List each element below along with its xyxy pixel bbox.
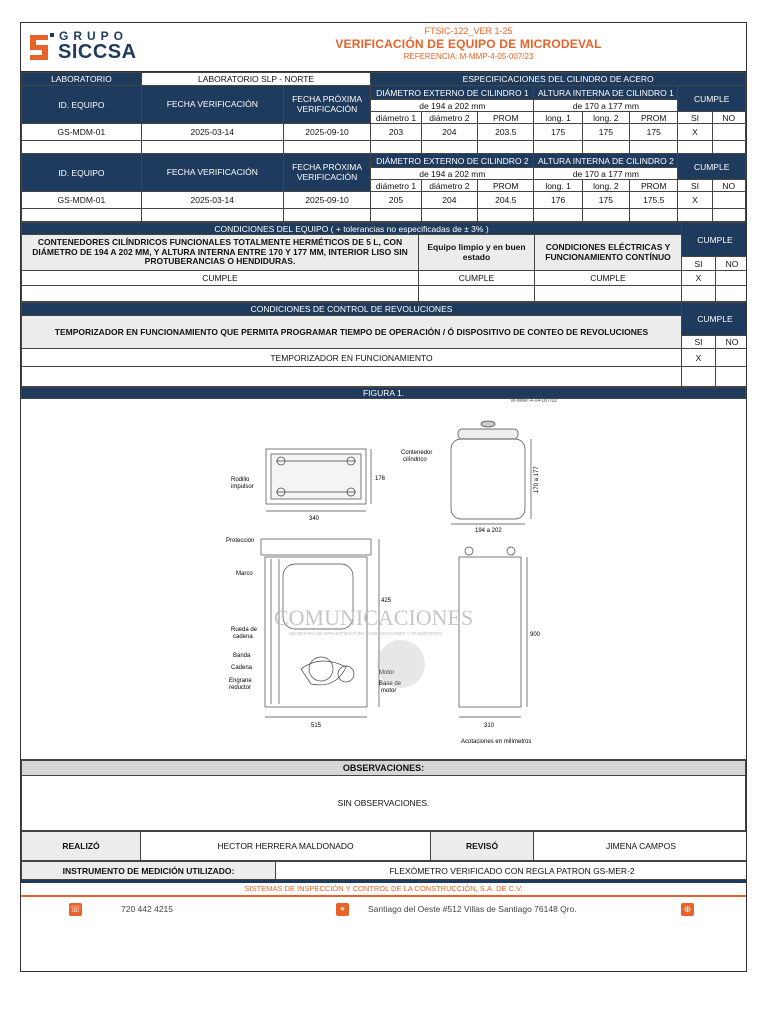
si-col-2: SI — [678, 180, 712, 192]
revolutions-cumple-header: CUMPLE — [682, 303, 748, 336]
fecha-prox-header: FECHA PRÓXIMA VERIFICACIÓN — [283, 86, 371, 124]
lab-value: LABORATORIO SLP - NORTE — [141, 73, 371, 86]
watermark-text: COMUNICACIONES — [274, 605, 474, 630]
dim-176: 176 — [375, 476, 386, 482]
cyl2-id: GS-MDM-01 — [22, 192, 142, 209]
seal-watermark-icon — [377, 640, 425, 688]
logo-grupo-text: GRUPO — [59, 29, 129, 43]
instrument-label: INSTRUMENTO DE MEDICIÓN UTILIZADO: — [22, 862, 276, 880]
label-base-motor: motor — [381, 688, 397, 694]
label-rueda: Rueda de — [231, 627, 258, 633]
reference-code: REFERENCIA: M-MMP-4-05-007/23 — [403, 52, 534, 61]
cyl1-id: GS-MDM-01 — [22, 124, 142, 141]
condition-2-result: CUMPLE — [419, 271, 535, 286]
watermark-subtitle: SECRETARÍA DE INFRAESTRUCTURA, COMUNICACIONES Y TRANSPORTES — [289, 631, 442, 636]
alt1-range: de 170 a 177 mm — [534, 100, 678, 112]
document-header — [21, 23, 746, 72]
long2-col: long. 2 — [582, 112, 629, 124]
cyl1-dprom: 203.5 — [478, 124, 534, 141]
diam2-col-2: diámetro 2 — [421, 180, 477, 192]
cyl2-l2: 175 — [582, 192, 629, 209]
revolutions-no-mark — [716, 349, 748, 367]
long1-col: long. 1 — [534, 112, 582, 124]
whatsapp-icon: ☏ — [69, 904, 82, 914]
globe-icon: ⊕ — [681, 903, 694, 916]
label-cilindrico: cilíndrico — [403, 457, 427, 463]
header-text-block — [221, 26, 716, 61]
observations-title: OBSERVACIONES: — [22, 761, 746, 776]
dim-170-177: 170 a 177 — [534, 466, 540, 493]
condition-2-text: Equipo limpio y en buen estado — [419, 235, 535, 271]
label-proteccion: Protección — [226, 538, 255, 544]
cyl1-fecha-prox: 2025-09-10 — [283, 124, 371, 141]
label-cadena-1: cadena — [233, 634, 253, 640]
alt2-title: ALTURA INTERNA DE CILINDRO 2 — [534, 154, 678, 168]
cyl2-fecha: 2025-03-14 — [141, 192, 283, 209]
cyl1-lprom: 175 — [630, 124, 678, 141]
lprom-col-2: PROM — [630, 180, 678, 192]
cyl2-no — [712, 192, 745, 209]
label-base: Base de — [379, 681, 402, 687]
footer-contact — [21, 897, 746, 921]
revolutions-si-mark: X — [682, 349, 716, 367]
form-code: FTSIC-122_VER 1-25 — [424, 26, 513, 36]
conditions-cumple-header: CUMPLE — [682, 223, 747, 257]
dim-194-202: 194 a 202 — [475, 528, 502, 534]
si-col: SI — [678, 112, 712, 124]
cyl2-si: X — [678, 192, 712, 209]
label-reductor: reductor — [229, 685, 252, 691]
instrument-table — [21, 861, 747, 880]
alt1-title: ALTURA INTERNA DE CILINDRO 1 — [534, 86, 678, 100]
reviso-name: JIMENA CAMPOS — [534, 832, 748, 861]
microdeval-drawing-icon — [21, 399, 746, 759]
cyl2-lprom: 175.5 — [630, 192, 678, 209]
cyl2-d2: 204 — [421, 192, 477, 209]
diam1-title: DIÁMETRO EXTERNO DE CILINDRO 1 — [371, 86, 534, 100]
revolutions-title: CONDICIONES DE CONTROL DE REVOLUCIONES — [22, 303, 682, 316]
verification-sheet — [20, 22, 747, 972]
label-banda: Banda — [233, 653, 251, 659]
diam1-col-2: diámetro 1 — [371, 180, 421, 192]
label-cadena-2: Cadena — [231, 665, 253, 671]
cyl2-d1: 205 — [371, 192, 421, 209]
realizo-name: HECTOR HERRERA MALDONADO — [141, 832, 431, 861]
dimensions-note: Acotaciones en milímetros — [461, 739, 532, 745]
revolutions-result: TEMPORIZADOR EN FUNCIONAMIENTO — [22, 349, 682, 367]
diam1-range: de 194 a 202 mm — [371, 100, 534, 112]
cylinder-1-table — [21, 72, 746, 222]
cumple-header: CUMPLE — [678, 86, 746, 112]
cyl1-d2: 204 — [421, 124, 477, 141]
footer-address: Santiago del Oeste #512 Villas de Santiago 76148 Qro. — [368, 904, 577, 914]
label-impulsor: impulsor — [231, 484, 254, 490]
no-col-2: NO — [712, 180, 745, 192]
observations-text: SIN OBSERVACIONES. — [22, 776, 746, 831]
reviso-label: REVISÓ — [431, 832, 534, 861]
figure-title: FIGURA 1. — [22, 388, 746, 399]
logo-siccsa-text: SICCSA — [58, 41, 137, 63]
conditions-title: CONDICIONES DEL EQUIPO ( + tolerancias no especificadas de ± 3% ) — [22, 223, 682, 235]
footer-company: SISTEMAS DE INSPECCIÓN Y CONTROL DE LA CONSTRUCCIÓN, S.A. DE C.V. — [244, 884, 523, 893]
condition-3-text: CONDICIONES ELÉCTRICAS Y FUNCIONAMIENTO CONTÍNUO — [535, 235, 682, 271]
figure-header-table — [21, 387, 746, 399]
revolutions-text: TEMPORIZADOR EN FUNCIONAMIENTO QUE PERMITA PROGRAMAR TIEMPO DE OPERACIÓN / Ó DISPOSITIVO DE CONTEO DE REVOLUCIONES — [22, 316, 682, 349]
dprom-col-2: PROM — [478, 180, 534, 192]
fecha-prox-header-2: FECHA PRÓXIMA VERIFICACIÓN — [283, 154, 371, 192]
cyl1-l2: 175 — [582, 124, 629, 141]
dim-900: 900 — [530, 632, 541, 638]
realizo-label: REALIZÓ — [22, 832, 141, 861]
long2-col-2: long. 2 — [582, 180, 629, 192]
figure-ref: M-MMP-4-04-007/02 — [511, 399, 558, 404]
conditions-si-col: SI — [682, 257, 716, 271]
id-equipo-header-2: ID. EQUIPO — [22, 154, 142, 192]
no-col: NO — [712, 112, 745, 124]
diam2-col: diámetro 2 — [421, 112, 477, 124]
location-pin-icon: ⌖ — [336, 903, 349, 916]
footer-phone: 720 442 4215 — [121, 904, 173, 914]
company-logo — [26, 27, 146, 67]
condition-3-result: CUMPLE — [535, 271, 682, 286]
cyl1-l1: 175 — [534, 124, 582, 141]
dim-310: 310 — [484, 723, 495, 729]
dprom-col: PROM — [478, 112, 534, 124]
conditions-si-mark: X — [682, 271, 716, 286]
alt2-range: de 170 a 177 mm — [534, 168, 678, 180]
id-equipo-header: ID. EQUIPO — [22, 86, 142, 124]
document-title: VERIFICACIÓN DE EQUIPO DE MICRODEVAL — [335, 37, 602, 51]
cyl2-dprom: 204.5 — [478, 192, 534, 209]
fecha-header-2: FECHA VERIFICACIÓN — [141, 154, 283, 192]
condition-1-text: CONTENEDORES CILÍNDRICOS FUNCIONALES TOTALMENTE HERMÉTICOS DE 5 L, CON DIÁMETRO DE 194 A 202 MM, Y ALTURA INTERNA ENTRE 170 Y 177 MM, INTERIOR LISO SIN PROTUBERANCIAS O HENDIDURAS. — [22, 235, 419, 271]
conditions-table — [21, 222, 747, 302]
lab-label: LABORATORIO — [22, 73, 142, 86]
diam2-title: DIÁMETRO EXTERNO DE CILINDRO 2 — [371, 154, 534, 168]
cyl2-l1: 176 — [534, 192, 582, 209]
long1-col-2: long. 1 — [534, 180, 582, 192]
fecha-header: FECHA VERIFICACIÓN — [141, 86, 283, 124]
dim-425: 425 — [381, 598, 392, 604]
conditions-no-col: NO — [716, 257, 747, 271]
dim-515: 515 — [311, 723, 322, 729]
conditions-no-mark — [716, 271, 747, 286]
lprom-col: PROM — [630, 112, 678, 124]
cyl1-d1: 203 — [371, 124, 421, 141]
revolutions-no-col: NO — [716, 336, 748, 349]
condition-1-result: CUMPLE — [22, 271, 419, 286]
label-engrane: Engrane — [229, 678, 252, 684]
label-contenedor: Contenedor — [401, 450, 433, 456]
revolutions-si-col: SI — [682, 336, 716, 349]
cyl2-fecha-prox: 2025-09-10 — [283, 192, 371, 209]
label-motor: Motor — [379, 670, 395, 676]
observations-table — [21, 760, 746, 831]
cyl1-fecha: 2025-03-14 — [141, 124, 283, 141]
label-marco: Marco — [236, 571, 253, 577]
cyl1-no — [712, 124, 745, 141]
cumple-header-2: CUMPLE — [678, 154, 746, 180]
cyl1-si: X — [678, 124, 712, 141]
diam2-range: de 194 a 202 mm — [371, 168, 534, 180]
figure-area — [21, 399, 746, 760]
signatures-table — [21, 831, 747, 861]
dim-340: 340 — [309, 516, 320, 522]
diam1-col: diámetro 1 — [371, 112, 421, 124]
revolutions-table — [21, 302, 747, 387]
instrument-value: FLEXÓMETRO VERIFICADO CON REGLA PATRON GS-MER-2 — [276, 862, 748, 880]
label-rodillo: Rodillo — [231, 477, 250, 483]
spec-title: ESPECIFICACIONES DEL CILINDRO DE ACERO — [371, 73, 746, 86]
